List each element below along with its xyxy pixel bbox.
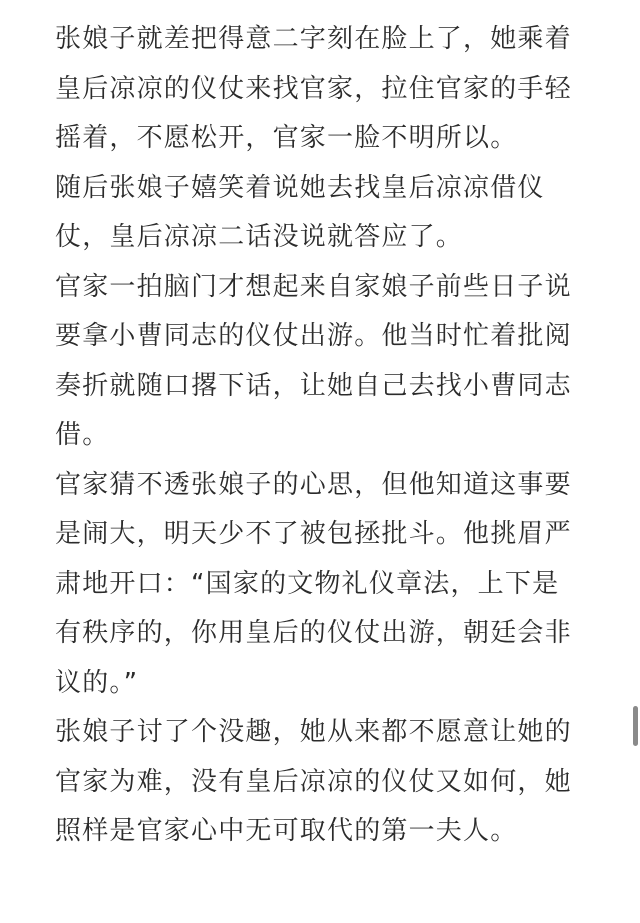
text-line: 摇着，不愿松开，官家一脸不明所以。 bbox=[55, 123, 518, 153]
scrollbar-thumb[interactable] bbox=[633, 706, 638, 746]
text-line: 官家为难，没有皇后凉凉的仪仗又如何，她 bbox=[55, 766, 572, 797]
text-line: 张娘子就差把得意二字刻在脸上了，她乘着 bbox=[55, 24, 572, 54]
text-line: 官家一拍脑门才想起来自家娘子前些日子说 bbox=[55, 271, 572, 302]
text-line: 借。 bbox=[55, 420, 110, 450]
text-line: 张娘子讨了个没趣，她从来都不愿意让她的 bbox=[55, 717, 572, 747]
text-line: 奏折就随口撂下话，让她自己去找小曹同志 bbox=[55, 370, 572, 401]
text-line: 是闹大，明天少不了被包拯批斗。他挑眉严 bbox=[55, 519, 572, 549]
text-line: 议的。” bbox=[55, 667, 139, 698]
text-line: 皇后凉凉的仪仗来找官家，拉住官家的手轻 bbox=[55, 73, 572, 104]
text-line: 官家猜不透张娘子的心思，但他知道这事要 bbox=[55, 469, 572, 500]
text-line: 肃地开口：“国家的文物礼仪章法，上下是 bbox=[55, 568, 560, 599]
text-line: 有秩序的，你用皇后的仪仗出游，朝廷会非 bbox=[55, 618, 572, 648]
text-line: 仗，皇后凉凉二话没说就答应了。 bbox=[55, 222, 464, 252]
article-body bbox=[55, 15, 615, 857]
text-line: 要拿小曹同志的仪仗出游。他当时忙着批阅 bbox=[55, 321, 572, 351]
text-line: 照样是官家心中无可取代的第一夫人。 bbox=[55, 816, 518, 846]
text-line: 随后张娘子嬉笑着说她去找皇后凉凉借仪 bbox=[55, 172, 545, 203]
